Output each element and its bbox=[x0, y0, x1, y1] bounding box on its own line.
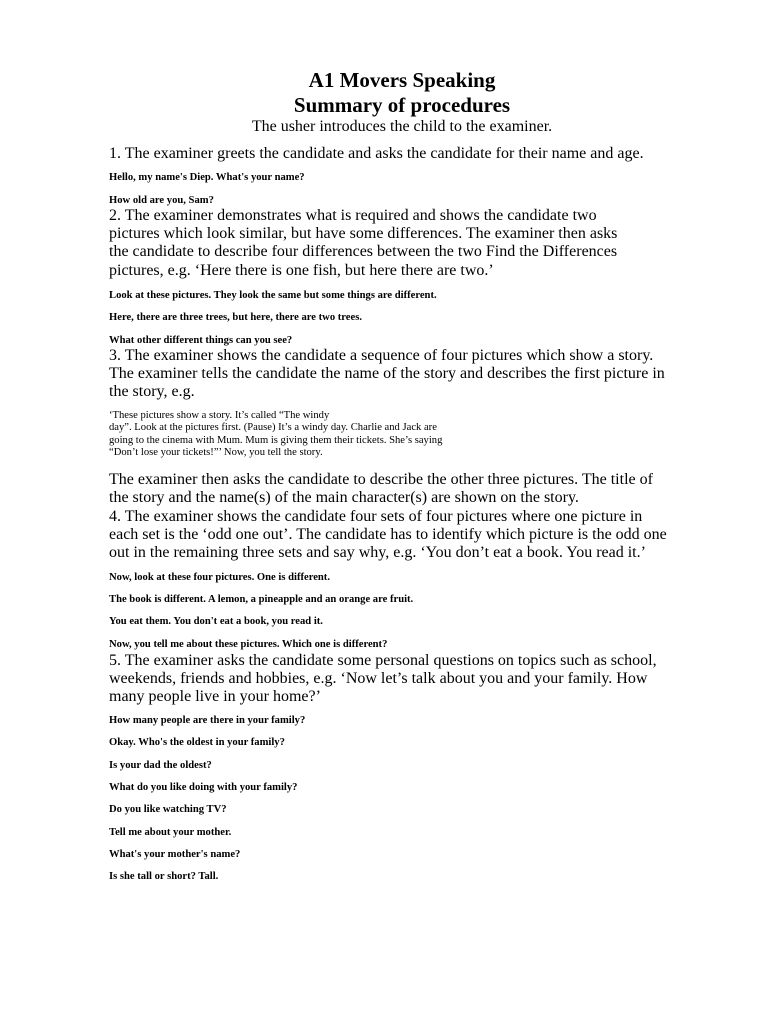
document-title-line2: Summary of procedures bbox=[293, 93, 511, 117]
step-3-text bbox=[109, 347, 665, 402]
text-line: the story and the name(s) of the main character(s) are shown on the story. bbox=[109, 489, 579, 507]
text-line: 2. The examiner demonstrates what is required and shows the candidate two bbox=[109, 207, 597, 224]
step-3b-text bbox=[109, 471, 653, 507]
text-line: each set is the ‘odd one out’. The candidate has to identify which picture is the odd one bbox=[109, 526, 667, 544]
example-question: What's your mother's name? bbox=[109, 849, 241, 860]
text-line: going to the cinema with Mum. Mum is giving them their tickets. She’s saying bbox=[109, 434, 443, 446]
text-line: out in the remaining three sets and say why, e.g. ‘You don’t eat a book. You read it.’ bbox=[109, 544, 646, 562]
example-question: Is your dad the oldest? bbox=[109, 760, 212, 771]
example-question: You eat them. You don't eat a book, you read it. bbox=[109, 616, 323, 627]
example-question: Hello, my name's Diep. What's your name? bbox=[109, 172, 305, 183]
text-line: The examiner then asks the candidate to describe the other three pictures. The title of bbox=[109, 471, 653, 488]
text-line: 5. The examiner asks the candidate some personal questions on topics such as school, bbox=[109, 652, 657, 669]
text-line: 3. The examiner shows the candidate a sequence of four pictures which show a story. bbox=[109, 347, 654, 364]
step-2-text bbox=[109, 207, 617, 280]
text-line: pictures, e.g. ‘Here there is one fish, but here there are two.’ bbox=[109, 261, 494, 279]
example-question: Do you like watching TV? bbox=[109, 804, 227, 815]
text-line: the story, e.g. bbox=[109, 383, 195, 401]
example-question: What other different things can you see? bbox=[109, 335, 293, 346]
text-line: the candidate to describe four differences between the two Find the Differences bbox=[109, 243, 618, 261]
text-line: The examiner tells the candidate the name of the story and describes the first picture in bbox=[109, 365, 665, 383]
example-question: Look at these pictures. They look the same but some things are different. bbox=[109, 290, 437, 301]
text-line: many people live in your home?’ bbox=[109, 688, 321, 706]
text-line: “Don’t lose your tickets!”’ Now, you tell the story. bbox=[109, 446, 323, 458]
example-question: Here, there are three trees, but here, there are two trees. bbox=[109, 312, 362, 323]
text-line: pictures which look similar, but have some differences. The examiner then asks bbox=[109, 225, 618, 243]
example-question: Tell me about your mother. bbox=[109, 827, 232, 838]
example-question: Now, look at these four pictures. One is different. bbox=[109, 572, 330, 583]
step-1-text: 1. The examiner greets the candidate and asks the candidate for their name and age. bbox=[109, 145, 644, 162]
document-title-line1: A1 Movers Speaking bbox=[308, 68, 496, 92]
text-line: 4. The examiner shows the candidate four sets of four pictures where one picture in bbox=[109, 508, 643, 525]
example-question: How old are you, Sam? bbox=[109, 195, 214, 206]
step-5-text bbox=[109, 652, 657, 707]
example-question: Okay. Who's the oldest in your family? bbox=[109, 737, 285, 748]
example-question: How many people are there in your family? bbox=[109, 715, 306, 726]
text-line: ‘These pictures show a story. It’s called “The windy bbox=[109, 410, 330, 421]
step-4-text bbox=[109, 508, 667, 563]
example-question: Now, you tell me about these pictures. Which one is different? bbox=[109, 639, 388, 650]
example-question: What do you like doing with your family? bbox=[109, 782, 298, 793]
example-question: Is she tall or short? Tall. bbox=[109, 871, 219, 882]
text-line: day”. Look at the pictures first. (Pause) It’s a windy day. Charlie and Jack are bbox=[109, 422, 437, 434]
text-line: weekends, friends and hobbies, e.g. ‘Now let’s talk about you and your family. How bbox=[109, 670, 648, 688]
example-question: The book is different. A lemon, a pineapple and an orange are fruit. bbox=[109, 594, 414, 605]
story-example bbox=[109, 410, 442, 459]
intro-text: The usher introduces the child to the examiner. bbox=[251, 118, 553, 135]
